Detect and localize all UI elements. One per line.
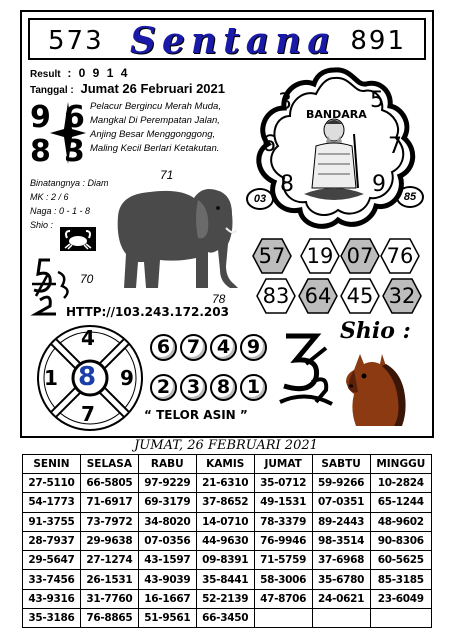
- annotation-70: 70: [80, 272, 94, 286]
- table-cell: 90-8306: [370, 531, 431, 550]
- header-left-number: 573: [48, 26, 104, 56]
- table-cell: 60-5625: [370, 551, 431, 570]
- table-cell: 37-8652: [196, 493, 254, 512]
- table-cell: 66-5805: [80, 474, 138, 493]
- annotation-78: 78: [212, 292, 226, 306]
- column-header: RABU: [138, 455, 196, 474]
- wheel-center-number: 8: [78, 362, 97, 392]
- table-cell: 48-9602: [370, 512, 431, 531]
- table-cell: 49-1531: [254, 493, 312, 512]
- table-cell: 98-3514: [312, 531, 370, 550]
- naga-line: Naga : 0 - 1 - 8: [30, 206, 91, 216]
- table-cell: 24-0621: [312, 589, 370, 608]
- table-cell: [254, 609, 312, 628]
- table-cell: 28-7937: [23, 531, 81, 550]
- grid-digit-top-right: 6: [64, 100, 85, 135]
- table-cell: 09-8391: [196, 551, 254, 570]
- table-cell: 73-7972: [80, 512, 138, 531]
- ball-number: 9: [240, 334, 267, 361]
- poem-line: Mangkal Di Perempatan Jalan,: [90, 115, 220, 126]
- ball-number: 7: [180, 334, 207, 361]
- table-cell: 85-3185: [370, 570, 431, 589]
- table-cell: 71-5759: [254, 551, 312, 570]
- medallion-corner-left: 03: [246, 188, 274, 210]
- elephant-image: [98, 178, 246, 296]
- table-cell: 35-3186: [23, 609, 81, 628]
- table-cell: [312, 609, 370, 628]
- table-cell: 69-3179: [138, 493, 196, 512]
- wheel-right-number: 9: [120, 366, 134, 390]
- table-cell: 10-2824: [370, 474, 431, 493]
- hex-number-value: 07: [346, 244, 374, 268]
- hex-number: [340, 278, 380, 314]
- table-header-row: [23, 455, 432, 474]
- table-cell: 23-6049: [370, 589, 431, 608]
- hex-number-value: 83: [262, 284, 290, 308]
- wheel-left-number: 1: [44, 366, 58, 390]
- scribble-right-graphic: [276, 330, 336, 410]
- annotation-71: 71: [160, 168, 174, 182]
- table-cell: 35-8441: [196, 570, 254, 589]
- result-row: [30, 66, 129, 80]
- table-cell: 21-6310: [196, 474, 254, 493]
- hex-number: [380, 238, 420, 274]
- hex-number: [298, 278, 338, 314]
- table-cell: 37-6968: [312, 551, 370, 570]
- medallion-number: 3: [278, 90, 292, 115]
- hex-number-value: 76: [386, 244, 414, 268]
- table-row: [23, 531, 432, 550]
- table-cell: 89-2443: [312, 512, 370, 531]
- hex-number: [256, 278, 296, 314]
- table-row: [23, 609, 432, 628]
- tanggal-row: [30, 81, 225, 96]
- table-cell: 35-0712: [254, 474, 312, 493]
- hex-number-value: 64: [304, 284, 332, 308]
- table-cell: 07-0356: [138, 531, 196, 550]
- table-cell: 59-9266: [312, 474, 370, 493]
- binatangnya-line: Binatangnya : Diam: [30, 178, 109, 188]
- table-cell: 78-3379: [254, 512, 312, 531]
- column-header: KAMIS: [196, 455, 254, 474]
- table-cell: 29-5647: [23, 551, 81, 570]
- header-title: Sentana: [130, 20, 337, 62]
- poem-line: Maling Kecil Berlari Ketakutan.: [90, 143, 220, 154]
- hex-number: [300, 238, 340, 274]
- header-right-number: 891: [350, 26, 406, 56]
- result-label: Result: [30, 69, 61, 80]
- table-row: [23, 493, 432, 512]
- table-cell: 43-9316: [23, 589, 81, 608]
- hex-number-value: 57: [258, 244, 286, 268]
- poem-line: Pelacur Bergincu Merah Muda,: [90, 101, 221, 112]
- http-address: HTTP://103.243.172.203: [66, 305, 229, 319]
- table-cell: 29-9638: [80, 531, 138, 550]
- column-header: JUMAT: [254, 455, 312, 474]
- table-cell: 65-1244: [370, 493, 431, 512]
- ball-number: 4: [210, 334, 237, 361]
- table-cell: 91-3755: [23, 512, 81, 531]
- info-block: [30, 176, 109, 232]
- header-banner: [28, 18, 426, 60]
- table-cell: 58-3006: [254, 570, 312, 589]
- table-cell: 47-8706: [254, 589, 312, 608]
- ball-number: 3: [180, 374, 207, 401]
- table-cell: 97-9229: [138, 474, 196, 493]
- column-header: SELASA: [80, 455, 138, 474]
- table-cell: 07-0351: [312, 493, 370, 512]
- medallion-number: 6: [262, 132, 276, 157]
- wheel-bottom-number: 7: [81, 402, 95, 426]
- table-row: [23, 589, 432, 608]
- result-value: : 0 9 1 4: [67, 66, 130, 80]
- hex-number: [382, 278, 422, 314]
- date-title: JUMAT, 26 FEBRUARI 2021: [134, 438, 318, 453]
- hex-number: [340, 238, 380, 274]
- ball-number: 1: [240, 374, 267, 401]
- medallion-label: BANDARA: [306, 108, 367, 121]
- table-cell: 66-3450: [196, 609, 254, 628]
- poem-line: Anjing Besar Menggonggong,: [90, 129, 216, 140]
- table-cell: 35-6780: [312, 570, 370, 589]
- table-cell: 43-9039: [138, 570, 196, 589]
- shio-line: Shio :: [30, 220, 54, 230]
- wheel-top-number: 4: [81, 326, 95, 350]
- table-cell: [370, 609, 431, 628]
- table-cell: 71-6917: [80, 493, 138, 512]
- grid-digit-top-left: 9: [30, 100, 51, 135]
- hex-number-value: 19: [306, 244, 334, 268]
- medallion-corner-right: 85: [396, 186, 424, 208]
- grid-digit-bottom-left: 8: [30, 134, 51, 169]
- ball-number: 2: [150, 374, 177, 401]
- table-cell: 26-1531: [80, 570, 138, 589]
- table-row: [23, 512, 432, 531]
- column-header: SABTU: [312, 455, 370, 474]
- table-row: [23, 551, 432, 570]
- table-cell: 51-9561: [138, 609, 196, 628]
- history-table: [22, 454, 432, 628]
- table-row: [23, 570, 432, 589]
- table-cell: 44-9630: [196, 531, 254, 550]
- hex-number-value: 32: [388, 284, 416, 308]
- medallion-number: 5: [370, 88, 384, 113]
- table-cell: 76-9946: [254, 531, 312, 550]
- column-header: MINGGU: [370, 455, 431, 474]
- table-cell: 16-1667: [138, 589, 196, 608]
- table-cell: 54-1773: [23, 493, 81, 512]
- tanggal-label: Tanggal :: [30, 85, 74, 96]
- table-cell: 52-2139: [196, 589, 254, 608]
- table-cell: 27-1274: [80, 551, 138, 570]
- tanggal-value: Jumat 26 Februari 2021: [80, 81, 226, 96]
- table-cell: 33-7456: [23, 570, 81, 589]
- medallion-number: 9: [372, 172, 386, 197]
- telor-asin-label: “ TELOR ASIN ”: [144, 408, 248, 422]
- table-row: [23, 474, 432, 493]
- table-cell: 76-8865: [80, 609, 138, 628]
- crab-icon: [58, 226, 98, 252]
- medallion-number: 8: [280, 172, 294, 197]
- horse-image: [342, 350, 414, 428]
- shio-label: Shio :: [340, 318, 411, 344]
- hex-number-value: 45: [346, 284, 374, 308]
- column-header: SENIN: [23, 455, 81, 474]
- mk-line: MK : 2 / 6: [30, 192, 69, 202]
- hex-number: [252, 238, 292, 274]
- grid-digit-bottom-right: 3: [64, 134, 85, 169]
- ball-number: 8: [210, 374, 237, 401]
- table-cell: 31-7760: [80, 589, 138, 608]
- medallion-number: 7: [388, 134, 402, 159]
- table-cell: 43-1597: [138, 551, 196, 570]
- table-cell: 34-8020: [138, 512, 196, 531]
- table-cell: 27-5110: [23, 474, 81, 493]
- poem-block: [90, 100, 260, 156]
- ball-number: 6: [150, 334, 177, 361]
- table-cell: 14-0710: [196, 512, 254, 531]
- four-point-star-icon: [48, 98, 88, 168]
